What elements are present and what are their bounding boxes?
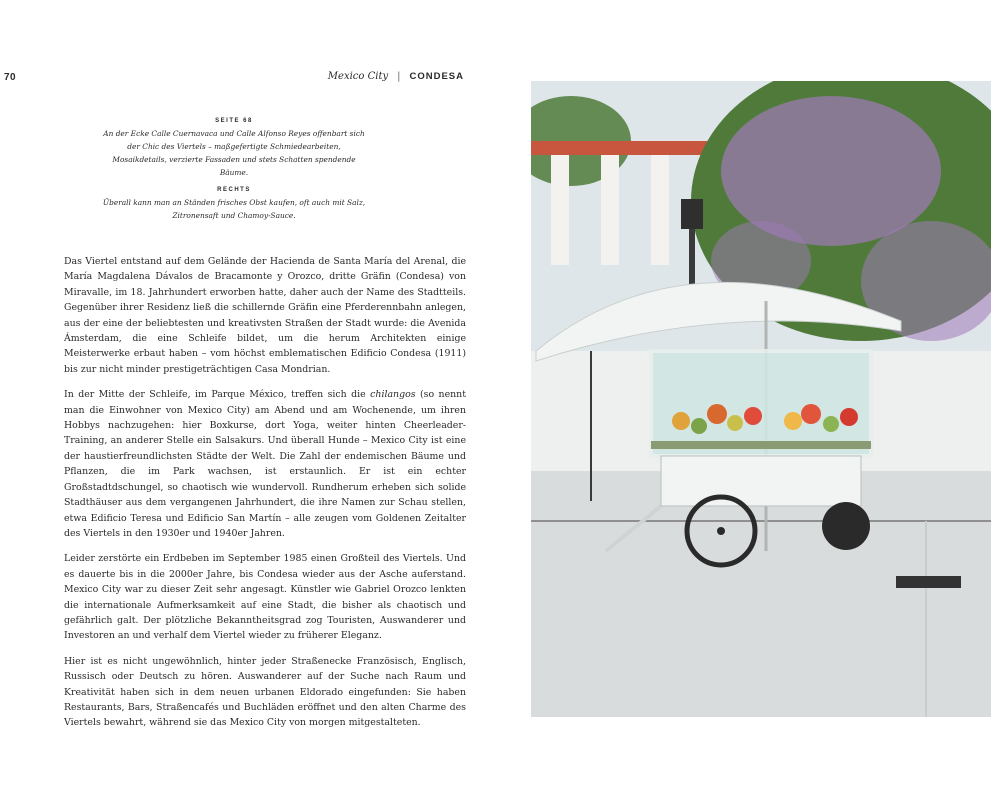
pergola-column	[651, 155, 669, 265]
body-paragraph-2-part-a: In der Mitte der Schleife, im Parque México, treffen sich die	[64, 389, 371, 401]
pergola-column	[601, 155, 619, 265]
fruit	[801, 404, 821, 424]
cart-rear-wheel	[822, 502, 870, 550]
pergola-column	[551, 155, 569, 265]
body-paragraph-3: Leider zerstörte ein Erdbeben im September 1985 einen Großteil des Viertels. Und es dauerte bis in die 2000er Jahre, bis Condesa wieder aus der Asche auferstand. Mexico City war zu dieser Zeit sehr angesagt. Künstler wie Gabriel Orozco lenkten die internationale Aufmerksamkeit auf eine Stadt, die bisher als chaotisch und gefährlich galt. Der plötzliche Bekanntheitsgrad zog Touristen, Auswanderer und Investoren an und verhalf dem Viertel wieder zu früherer Eleganz.	[64, 553, 466, 642]
fruit-cart-photo	[531, 81, 991, 717]
fruit	[823, 416, 839, 432]
pavement	[531, 471, 991, 717]
body-paragraph-1: Das Viertel entstand auf dem Gelände der Hacienda de Santa María del Arenal, die María Magdalena Dávalos de Bracamonte y Orozco, dritte Gräfin (Condesa) von Miravalle, im 18. Jahrhundert erworben hatte, daher auch der Name des Stadtteils. Gegenüber ihrer Residenz ließ die schillernde Gräfin eine Pferderennbahn anlegen, aus der eine der beliebtesten und kreativsten Straßen der Stadt wurde: die Avenida Ámsterdam, die eine Schleife bildet, um die herum Architekten einige Meisterwerke erbaut haben – vom höchst emblematischen Edificio Condesa (1911) bis zur nicht minder prestigeträchtigen Casa Mondrian.	[64, 256, 466, 375]
running-head-separator: |	[397, 71, 401, 82]
fruit	[727, 415, 743, 431]
running-head	[300, 71, 464, 82]
fruit	[707, 404, 727, 424]
body-paragraph-2	[64, 387, 466, 541]
caption-label-rechts: RECHTS	[217, 187, 251, 193]
fruit-tray	[651, 441, 871, 449]
fruit-cart-illustration	[531, 81, 991, 717]
body-paragraph-2-part-b: (so nennt man die Einwohner von Mexico City) am Abend und am Wochenende, um ihren Hobbys nachzugehen: hier Boxkurse, dort Yoga, weiter hinten Cheerleader-Training, an anderer Stelle ein Salsakurs. Und überall Hunde – Mexico City ist eine der haustierfreundlichsten Städte der Welt. Die Zahl der endemischen Bäume und Pflanzen, die im Park wachsen, ist erstaunlich. Er ist ein echter Großstadtdschungel, so chaotisch wie wundervoll. Rundherum erheben sich solide Stadthäuser aus dem vergangenen Jahrhundert, die ihre Namen zur Schau stellen, etwa Edificio Teresa und Edificio San Martín – alle zeugen vom Goldenen Zeitalter des Viertels in den 1930er und 1940er Jahren.	[64, 389, 466, 539]
cart-display-case	[651, 351, 871, 456]
page-number: 70	[4, 72, 17, 83]
running-head-section: CONDESA	[409, 71, 464, 82]
body-paragraph-4: Hier ist es nicht ungewöhnlich, hinter jeder Straßenecke Französisch, Englisch, Russisch oder Deutsch zu hören. Auswanderer auf der Suche nach Raum und Kreativität haben sich in dem neuen urbanen Eldorado eingefunden: Sie haben Restaurants, Bars, Straßencafés und Buchläden eröffnet und den alten Charme des Viertels bewahrt, während sie das Mexico City von morgen mitgestalteten.	[64, 655, 466, 729]
fruit	[744, 407, 762, 425]
street-lamp	[681, 199, 703, 229]
pergola-beam	[531, 141, 711, 155]
chilangos-term: chilangos	[370, 389, 416, 401]
caption-text-seite-68: An der Ecke Calle Cuernavaca und Calle Alfonso Reyes offenbart sich der Chic des Viertels – maßgefertigte Schmiedearbeiten, Mosaikdetails, verzierte Fassaden und stets Schatten spendende Bäume.	[103, 129, 365, 177]
body-text	[64, 254, 466, 741]
drain-grate	[896, 576, 961, 588]
caption-label-seite-68: SEITE 68	[215, 118, 253, 124]
fruit	[672, 412, 690, 430]
caption-text-rechts: Überall kann man an Ständen frisches Obst kaufen, oft auch mit Salz, Zitronensaft und Chamoy-Sauce.	[102, 198, 366, 220]
photo-captions	[100, 118, 368, 230]
fruit	[784, 412, 802, 430]
cart-body	[661, 456, 861, 506]
running-head-city: Mexico City	[327, 71, 389, 82]
wheel-hub	[717, 527, 725, 535]
fruit	[840, 408, 858, 426]
fruit	[691, 418, 707, 434]
